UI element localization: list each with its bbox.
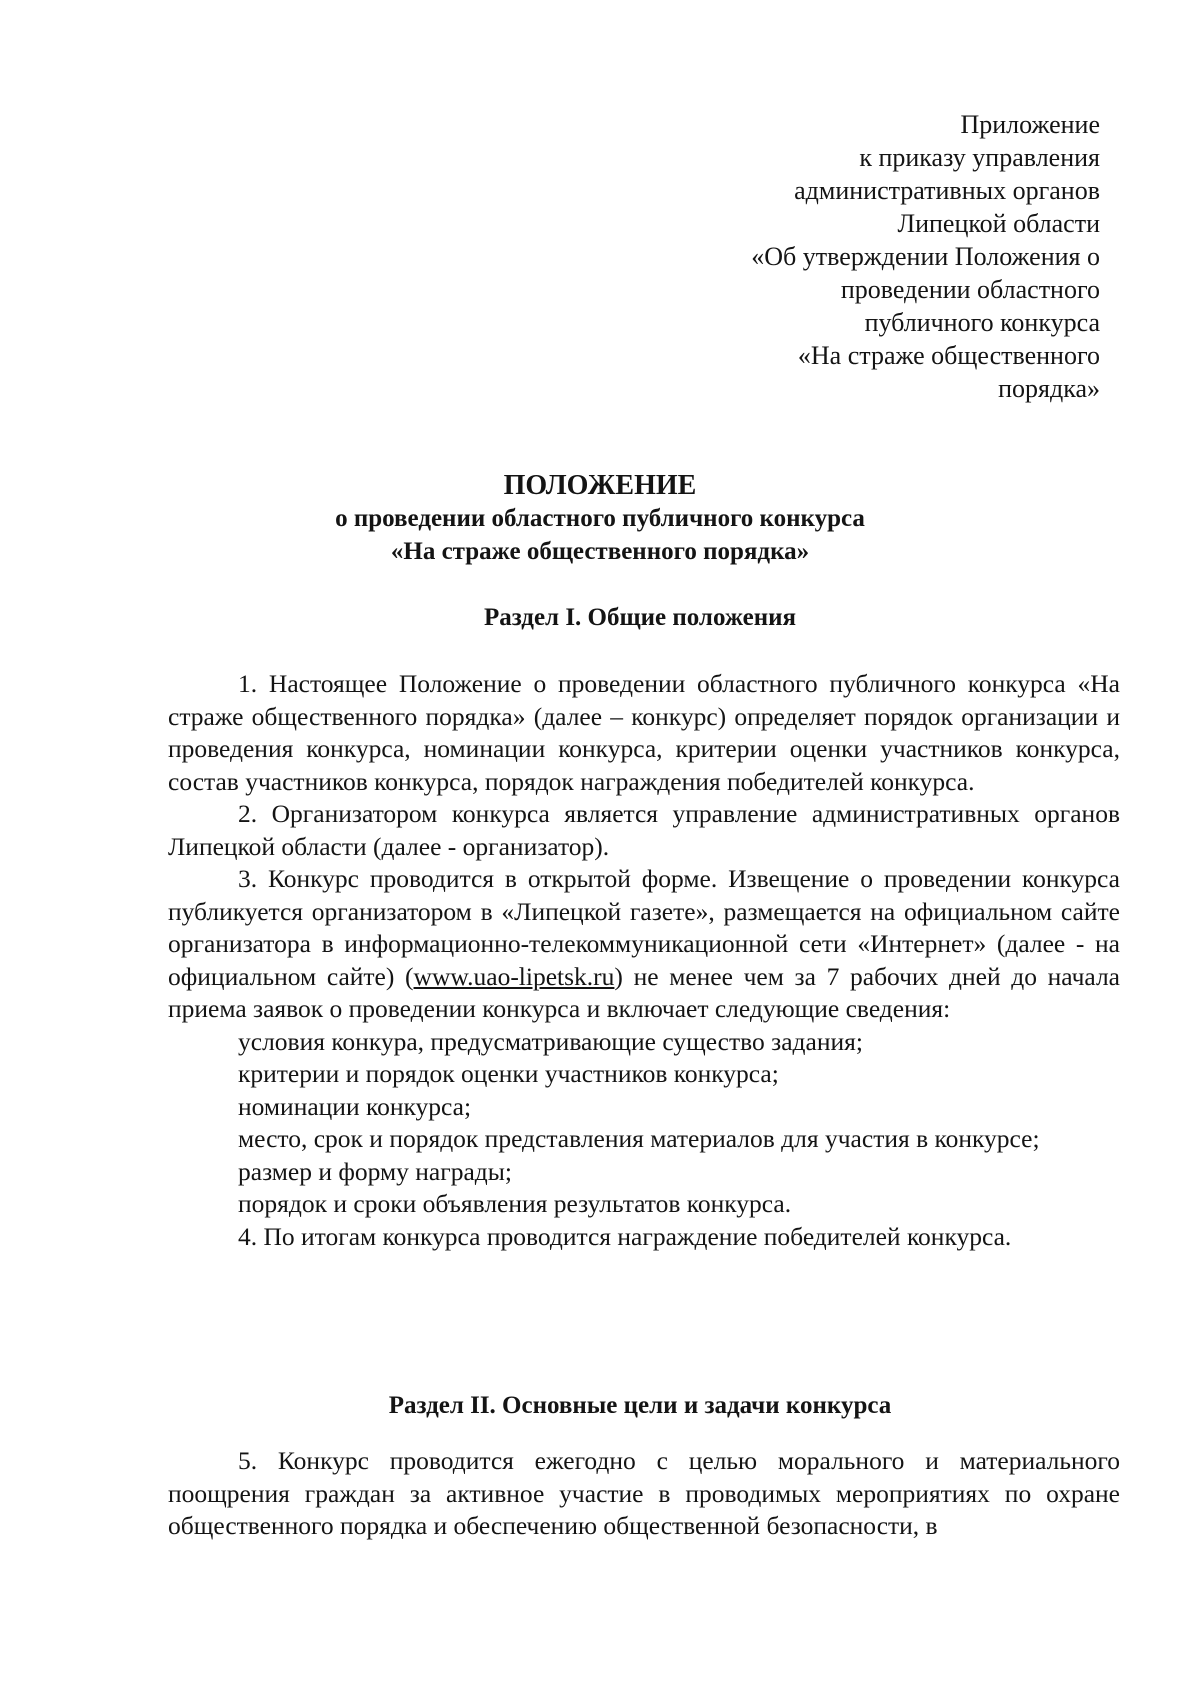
section-1-heading: Раздел I. Общие положения	[483, 604, 797, 631]
list-item: порядок и сроки объявления результатов конкурса.	[238, 1189, 792, 1218]
appendix-line: Липецкой области	[897, 209, 1100, 238]
appendix-line: «Об утверждении Положения о	[751, 242, 1100, 271]
section-2-body	[168, 1445, 1120, 1543]
list-item: критерии и порядок оценки участников конкурса;	[238, 1059, 779, 1088]
section-2-heading: Раздел II. Основные цели и задачи конкурса	[388, 1392, 892, 1419]
paragraph-2: 2. Организатором конкурса является управление административных органов Липецкой области (далее - организатор).	[168, 799, 1120, 861]
appendix-line: публичного конкурса	[864, 308, 1100, 337]
paragraph-4: 4. По итогам конкурса проводится награждение победителей конкурса.	[238, 1221, 1012, 1251]
list-item: место, срок и порядок представления материалов для участия в конкурсе;	[238, 1124, 1040, 1153]
appendix-line: проведении областного	[840, 275, 1100, 304]
title-subtitle: о проведении областного публичного конкурса	[335, 505, 865, 532]
document-title	[0, 470, 1200, 568]
title-contest-name: «На страже общественного порядка»	[390, 538, 810, 565]
appendix-line: «На страже общественного	[797, 341, 1100, 370]
appendix-line: административных органов	[794, 176, 1100, 205]
paragraph-3-text-end: ) не менее чем за 7 рабочих дней до начала приема заявок о проведении конкурса и включает следующие сведения:	[168, 961, 1120, 1023]
paragraph-1: 1. Настоящее Положение о проведении областного публичного конкурса «На страже общественного порядка» (далее – конкурс) определяет порядок организации и проведения конкурса, номинации конкурса, критерии оценки участников конкурса, состав участников конкурса, порядок награждения победителей конкурса.	[168, 669, 1120, 796]
appendix-line: порядка»	[998, 374, 1100, 403]
section-1-body	[168, 668, 1120, 1253]
list-item: условия конкура, предусматривающие существо задания;	[238, 1026, 863, 1056]
list-item: размер и форму награды;	[238, 1156, 512, 1186]
list-item: номинации конкурса;	[238, 1091, 472, 1121]
website-link[interactable]: www.uao-lipetsk.ru	[413, 961, 615, 991]
title-main: ПОЛОЖЕНИЕ	[503, 470, 697, 501]
paragraph-5: 5. Конкурс проводится ежегодно с целью морального и материального поощрения граждан за активное участие в проводимых мероприятиях по охране общественного порядка и обеспечению общественной безопасности, в	[168, 1446, 1120, 1540]
appendix-line: Приложение	[960, 110, 1100, 139]
paragraph-3	[168, 863, 1120, 1026]
appendix-block	[751, 108, 1100, 405]
appendix-line: к приказу управления	[859, 143, 1100, 172]
paragraph-3-text: 3. Конкурс проводится в открытой форме. Извещение о проведении конкурса публикуется организатором в «Липецкой газете», размещается на официальном сайте организатора в информационно-телекоммуникационной сети «Интернет» (далее - на официальном сайте) (	[168, 864, 1120, 991]
